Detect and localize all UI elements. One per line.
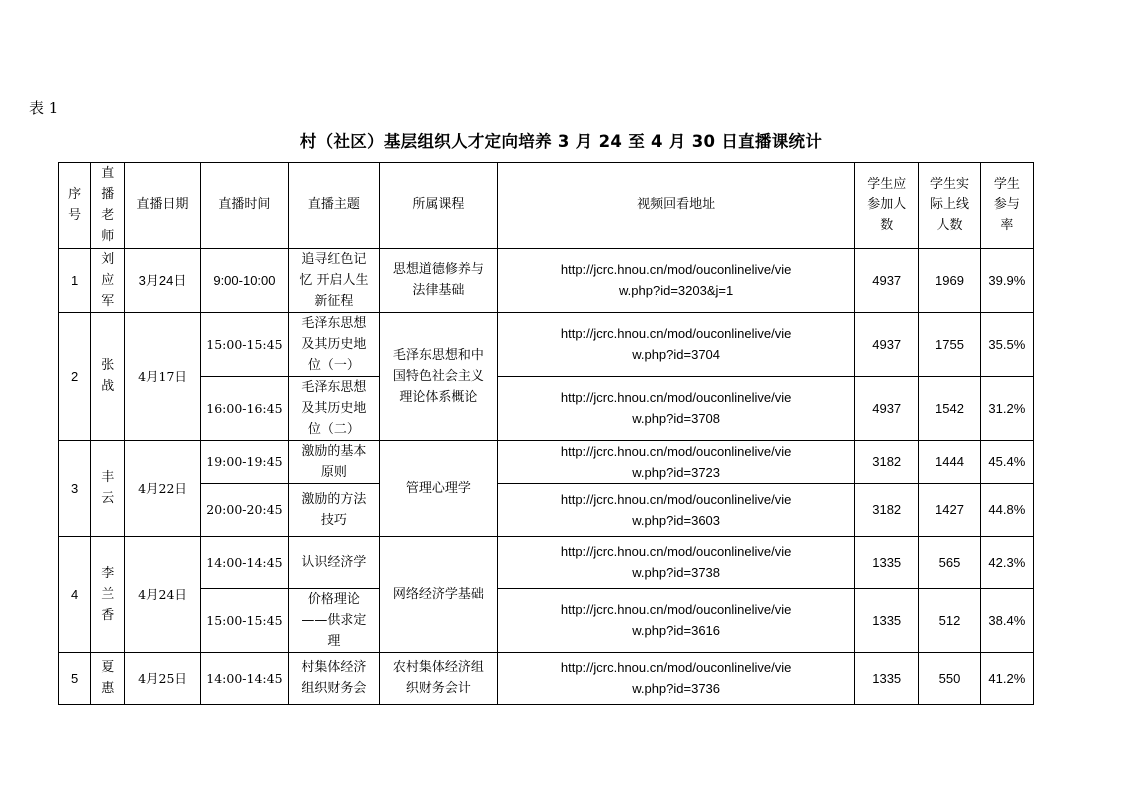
replay-url: http://jcrc.hnou.cn/mod/ouconlinelive/view.php?id=3616 xyxy=(498,588,855,652)
participation-rate: 44.8% xyxy=(980,483,1033,536)
table-caption: 表 1 xyxy=(29,99,59,117)
header-no: 序号 xyxy=(59,163,91,249)
live-time: 19:00-19:45 xyxy=(200,440,288,483)
live-topic: 激励的方法技巧 xyxy=(289,483,379,536)
participation-rate: 35.5% xyxy=(980,312,1033,376)
course-name: 管理心理学 xyxy=(379,440,498,536)
expected-count: 3182 xyxy=(855,483,919,536)
table-row xyxy=(59,588,1034,652)
row-no: 4 xyxy=(59,536,91,652)
participation-rate: 39.9% xyxy=(980,248,1033,312)
replay-url: http://jcrc.hnou.cn/mod/ouconlinelive/view.php?id=3738 xyxy=(498,536,855,588)
course-name: 毛泽东思想和中国特色社会主义理论体系概论 xyxy=(379,312,498,440)
teacher-name: 丰云 xyxy=(91,440,125,536)
live-topic: 激励的基本原则 xyxy=(289,440,379,483)
live-time: 16:00-16:45 xyxy=(200,376,288,440)
header-date: 直播日期 xyxy=(125,163,200,249)
participation-rate: 45.4% xyxy=(980,440,1033,483)
teacher-name: 张战 xyxy=(91,312,125,440)
expected-count: 1335 xyxy=(855,536,919,588)
table-row xyxy=(59,248,1034,312)
header-topic: 直播主题 xyxy=(289,163,379,249)
live-time: 15:00-15:45 xyxy=(200,312,288,376)
live-date: 4月25日 xyxy=(125,652,200,704)
expected-count: 1335 xyxy=(855,588,919,652)
replay-url: http://jcrc.hnou.cn/mod/ouconlinelive/view.php?id=3723 xyxy=(498,440,855,483)
live-topic: 认识经济学 xyxy=(289,536,379,588)
teacher-name: 夏惠 xyxy=(91,652,125,704)
row-no: 1 xyxy=(59,248,91,312)
header-time: 直播时间 xyxy=(200,163,288,249)
replay-url: http://jcrc.hnou.cn/mod/ouconlinelive/view.php?id=3708 xyxy=(498,376,855,440)
live-topic: 价格理论——供求定理 xyxy=(289,588,379,652)
page-title: 村（社区）基层组织人才定向培养 3 月 24 至 4 月 30 日直播课统计 xyxy=(299,132,823,151)
course-name: 农村集体经济组织财务会计 xyxy=(379,652,498,704)
table-row xyxy=(59,483,1034,536)
replay-url: http://jcrc.hnou.cn/mod/ouconlinelive/view.php?id=3704 xyxy=(498,312,855,376)
replay-url: http://jcrc.hnou.cn/mod/ouconlinelive/view.php?id=3736 xyxy=(498,652,855,704)
expected-count: 3182 xyxy=(855,440,919,483)
header-url: 视频回看地址 xyxy=(498,163,855,249)
table-row xyxy=(59,652,1034,704)
header-actual: 学生实际上线人数 xyxy=(919,163,980,249)
row-no: 2 xyxy=(59,312,91,440)
live-date: 4月24日 xyxy=(125,536,200,652)
participation-rate: 38.4% xyxy=(980,588,1033,652)
actual-count: 1755 xyxy=(919,312,980,376)
live-topic: 村集体经济组织财务会 xyxy=(289,652,379,704)
live-topic: 追寻红色记忆 开启人生新征程 xyxy=(289,248,379,312)
header-expected: 学生应参加人数 xyxy=(855,163,919,249)
table-row xyxy=(59,312,1034,376)
row-no: 3 xyxy=(59,440,91,536)
live-time: 15:00-15:45 xyxy=(200,588,288,652)
row-no: 5 xyxy=(59,652,91,704)
expected-count: 4937 xyxy=(855,248,919,312)
actual-count: 1444 xyxy=(919,440,980,483)
participation-rate: 41.2% xyxy=(980,652,1033,704)
teacher-name: 李兰香 xyxy=(91,536,125,652)
live-date: 4月17日 xyxy=(125,312,200,440)
header-course: 所属课程 xyxy=(379,163,498,249)
participation-rate: 31.2% xyxy=(980,376,1033,440)
expected-count: 4937 xyxy=(855,312,919,376)
table-row xyxy=(59,376,1034,440)
live-topic: 毛泽东思想及其历史地位（一） xyxy=(289,312,379,376)
actual-count: 550 xyxy=(919,652,980,704)
table-row xyxy=(59,536,1034,588)
live-topic: 毛泽东思想及其历史地位（二） xyxy=(289,376,379,440)
actual-count: 512 xyxy=(919,588,980,652)
participation-rate: 42.3% xyxy=(980,536,1033,588)
actual-count: 565 xyxy=(919,536,980,588)
table-row xyxy=(59,440,1034,483)
actual-count: 1427 xyxy=(919,483,980,536)
live-time: 20:00-20:45 xyxy=(200,483,288,536)
live-date: 3月24日 xyxy=(125,248,200,312)
stats-table xyxy=(58,162,1034,705)
course-name: 网络经济学基础 xyxy=(379,536,498,652)
live-time: 9:00-10:00 xyxy=(200,248,288,312)
live-time: 14:00-14:45 xyxy=(200,652,288,704)
actual-count: 1969 xyxy=(919,248,980,312)
replay-url: http://jcrc.hnou.cn/mod/ouconlinelive/view.php?id=3203&j=1 xyxy=(498,248,855,312)
live-time: 14:00-14:45 xyxy=(200,536,288,588)
header-row xyxy=(59,163,1034,249)
live-date: 4月22日 xyxy=(125,440,200,536)
actual-count: 1542 xyxy=(919,376,980,440)
expected-count: 4937 xyxy=(855,376,919,440)
header-teacher: 直播老师 xyxy=(91,163,125,249)
teacher-name: 刘应军 xyxy=(91,248,125,312)
replay-url: http://jcrc.hnou.cn/mod/ouconlinelive/view.php?id=3603 xyxy=(498,483,855,536)
expected-count: 1335 xyxy=(855,652,919,704)
course-name: 思想道德修养与法律基础 xyxy=(379,248,498,312)
header-rate: 学生参与率 xyxy=(980,163,1033,249)
